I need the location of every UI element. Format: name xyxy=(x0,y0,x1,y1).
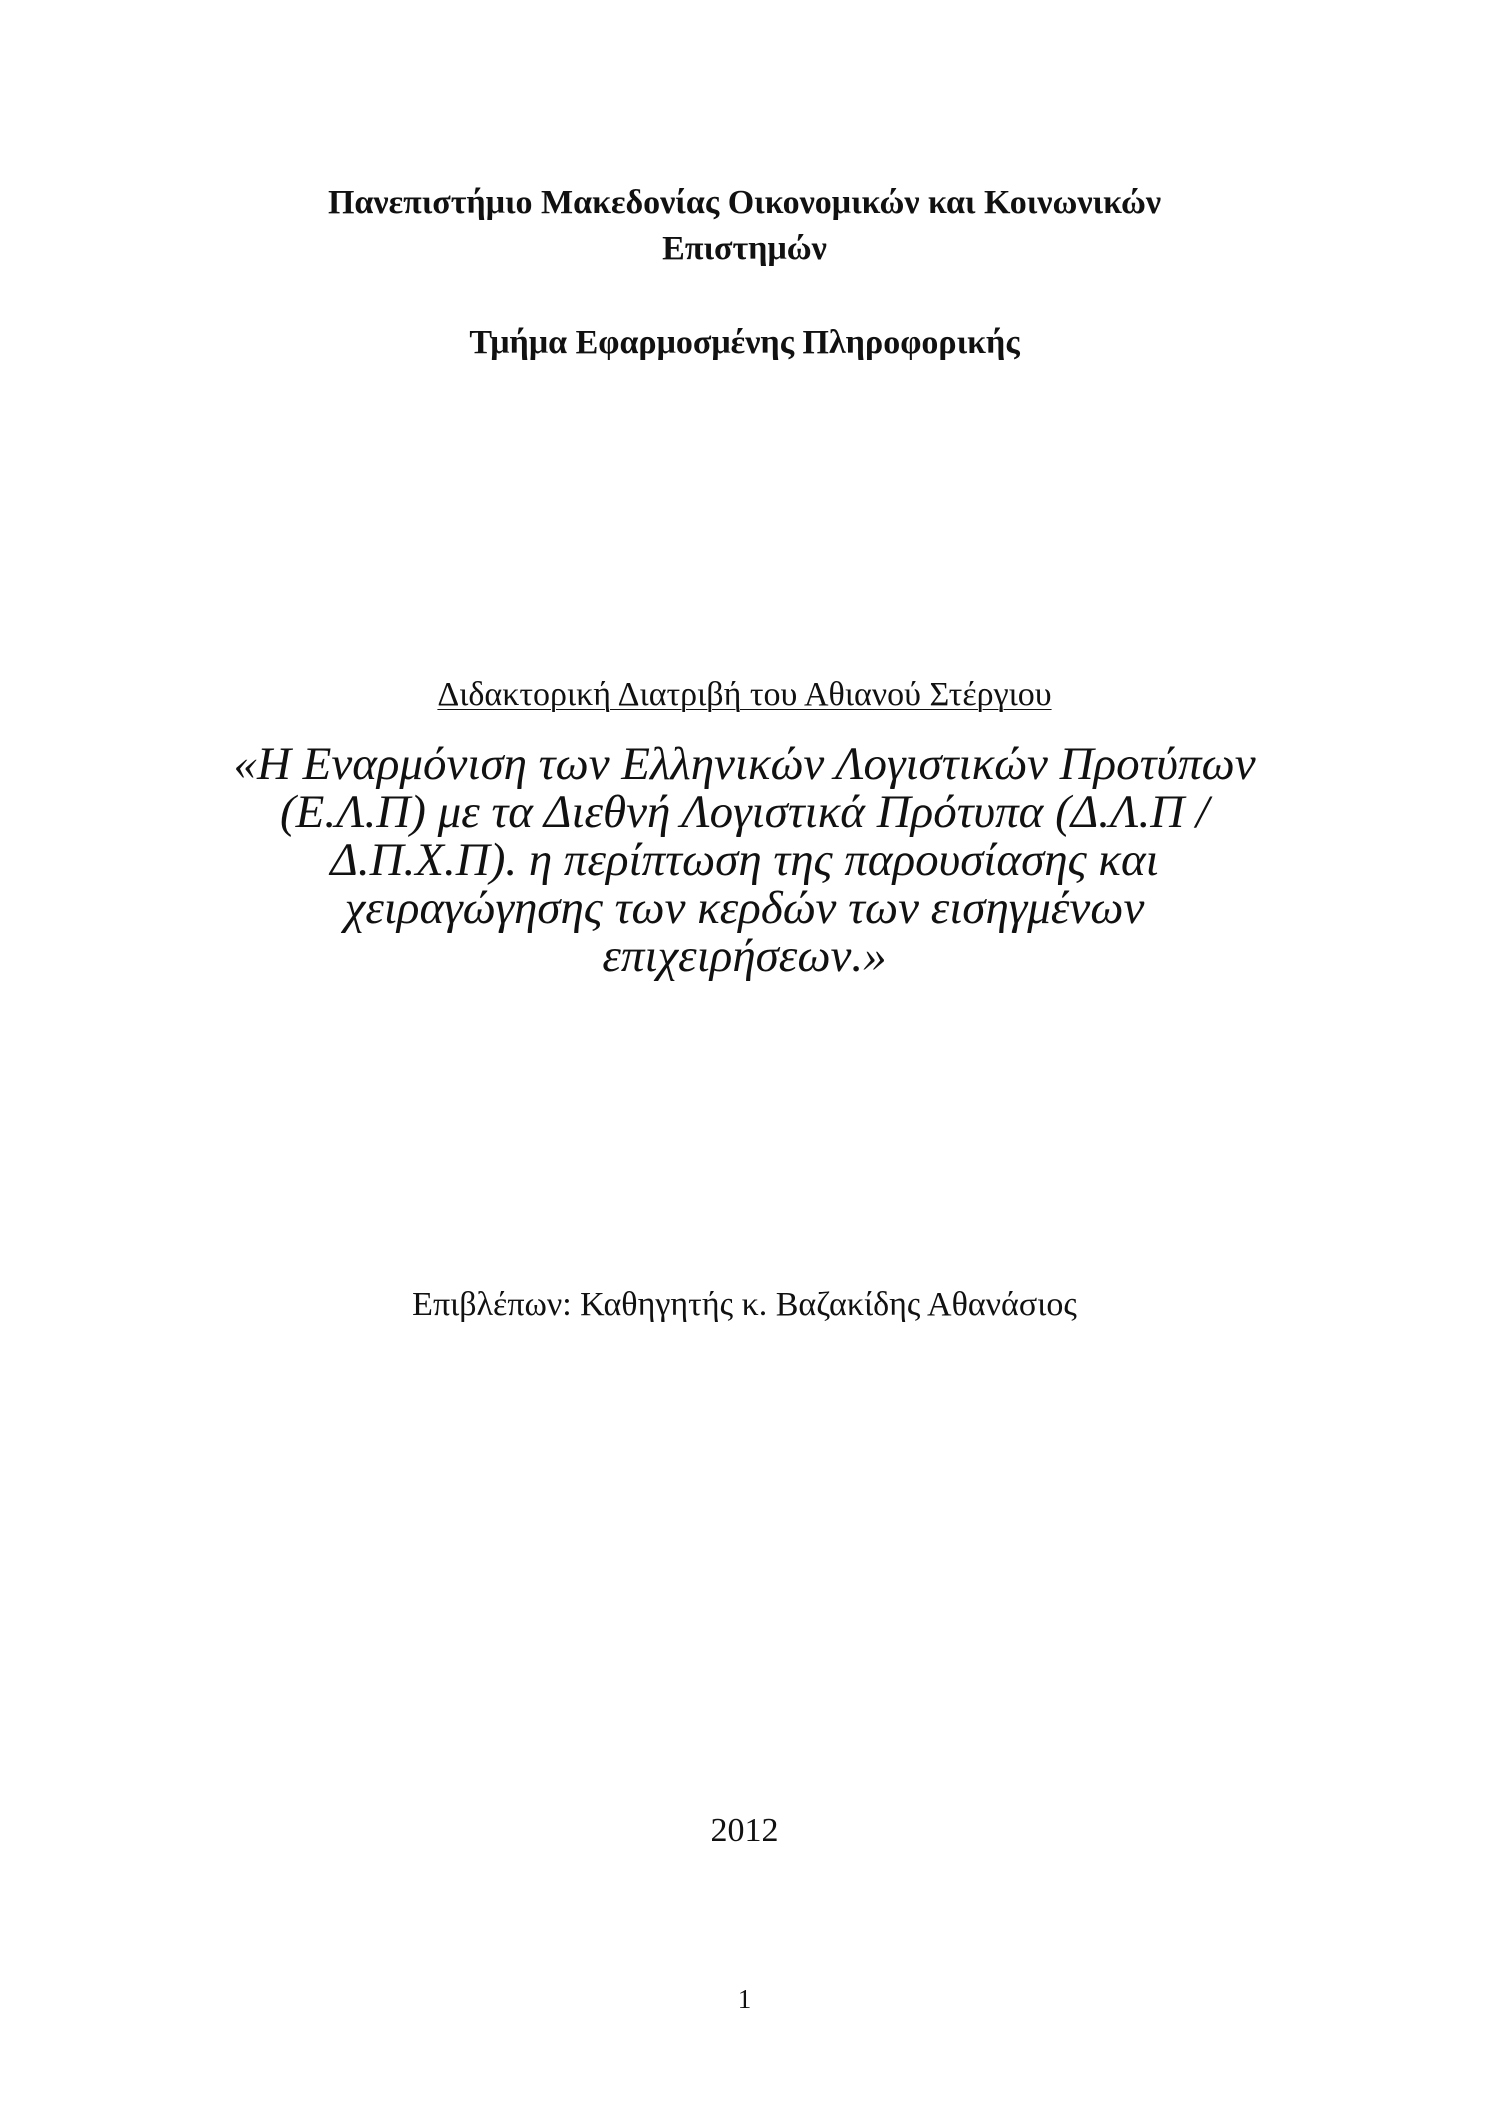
university-line-2: Επιστημών xyxy=(662,230,827,267)
thesis-title-line: Δ.Π.Χ.Π). η περίπτωση της παρουσίασης και xyxy=(330,834,1159,886)
department-name: Τμήμα Εφαρμοσμένης Πληροφορικής xyxy=(469,324,1020,361)
page-number: 1 xyxy=(737,1984,752,2014)
university-line-1: Πανεπιστήμιο Μακεδονίας Οικονομικών και Κοινωνικών xyxy=(327,184,1162,221)
dissertation-label xyxy=(0,672,1489,718)
dissertation-label-text: Διδακτορική Διατριβή του Αθιανού Στέργιου xyxy=(437,676,1052,713)
thesis-title-line: «Η Εναρμόνιση των Ελληνικών Λογιστικών Προτύπων xyxy=(233,738,1256,790)
thesis-title-line: χειραγώγησης των κερδών των εισηγμένων xyxy=(344,882,1145,934)
supervisor-line: Επιβλέπων: Καθηγητής κ. Βαζακίδης Αθανάσιος xyxy=(412,1286,1077,1323)
university-name xyxy=(0,180,1489,272)
thesis-title xyxy=(0,740,1489,980)
thesis-title-line: (Ε.Λ.Π) με τα Διεθνή Λογιστικά Πρότυπα (Δ.Λ.Π / xyxy=(280,786,1209,838)
thesis-title-line: επιχειρήσεων.» xyxy=(602,930,887,982)
year: 2012 xyxy=(710,1812,779,1849)
